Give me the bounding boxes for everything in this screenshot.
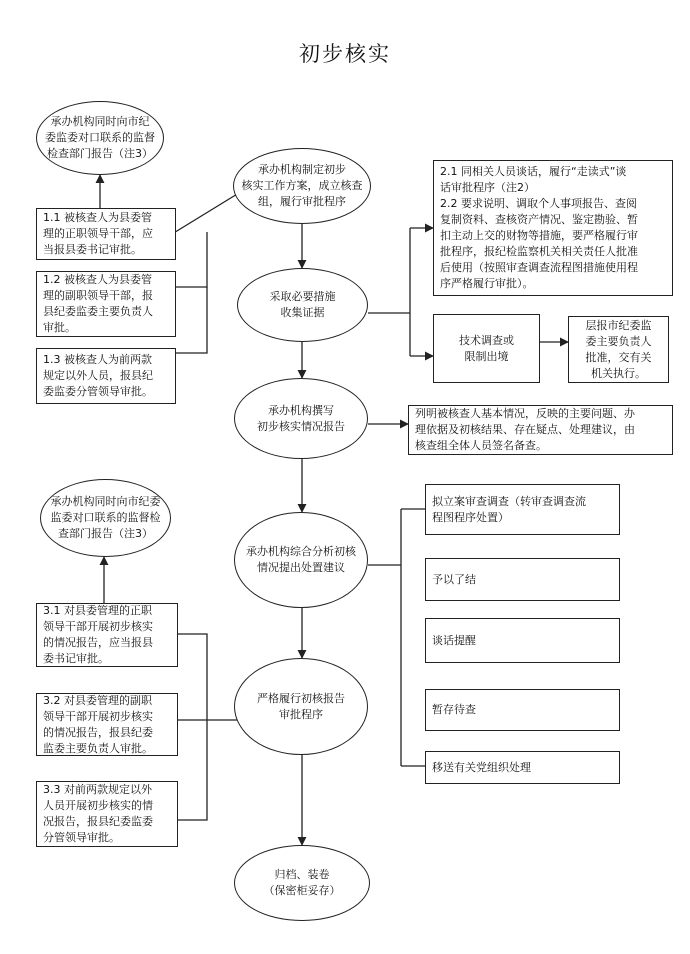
node-text: 1.3 被核查人为前两款 规定以外人员，报县纪 委监委分管领导审批。 <box>43 353 153 398</box>
option-transfer <box>425 751 620 784</box>
node-text: 拟立案审查调查（转审查调查流 程图程序处置） <box>432 494 586 524</box>
node-text: 2.1 同相关人员谈话，履行“走读式”谈 话审批程序（注2） 2.2 要求说明、调取个人事项报告、查阅 复制资料、查核资产情况、鉴定勘验、暂 扣主动上交的财物等措施，要严格履行审 批程序，报纪检监察机关相关责任人批准 后使用（按照审查调查流程图措施使用程 序严格履行审批）。 <box>440 165 638 290</box>
approval-rule-3-2 <box>36 693 178 756</box>
node-text: 移送有关党组织处理 <box>432 760 531 774</box>
report-to-city-supervision-lower <box>40 479 171 557</box>
approval-rule-3-3 <box>36 781 178 847</box>
approval-rule-1-3 <box>36 348 176 404</box>
city-approval-box <box>568 316 669 383</box>
node-text: 承办机构撰写 初步核实情况报告 <box>257 403 345 433</box>
node-text: 技术调查或 限制出境 <box>459 333 514 363</box>
option-pending <box>425 689 620 731</box>
page-title: 初步核实 <box>299 42 391 66</box>
archive-node <box>234 845 370 921</box>
node-text: 层报市纪委监 委主要负责人 批准，交有关 机关执行。 <box>585 318 652 380</box>
report-to-city-supervision-upper <box>36 101 164 175</box>
option-warning-talk <box>425 618 620 663</box>
report-contents-box <box>408 405 673 455</box>
node-text: 采取必要措施 收集证据 <box>269 290 336 319</box>
technical-investigation-box <box>433 314 540 383</box>
measures-detail-box <box>433 160 673 296</box>
approval-rule-1-2 <box>36 271 176 337</box>
node-text: 承办机构同时向市纪委 监委对口联系的监督检 查部门报告（注3） <box>50 495 161 540</box>
analyze-node <box>234 512 368 608</box>
node-text: 1.1 被核查人为县委管 理的正职领导干部，应 当报县委书记审批。 <box>43 211 153 256</box>
node-text: 列明被核查人基本情况，反映的主要问题、办 理依据及初核结果、存在疑点、处理建议，由 核查组全体人员签名备查。 <box>415 407 635 452</box>
node-text: 暂存待查 <box>432 703 476 716</box>
node-text: 承办机构制定初步 核实工作方案，成立核查 组，履行审批程序 <box>241 163 363 208</box>
node-text: 3.2 对县委管理的副职 领导干部开展初步核实 的情况报告，报县纪委 监委主要负责人审批。 <box>43 693 153 755</box>
collect-evidence-node <box>237 268 368 342</box>
node-text: 3.3 对前两款规定以外 人员开展初步核实的情 况报告，报县纪委监委 分管领导审批。 <box>43 783 153 844</box>
option-file-case <box>425 484 620 535</box>
node-text: 谈话提醒 <box>432 633 476 647</box>
node-text: 归档、装卷 （保密柜妥存） <box>263 868 341 897</box>
node-text: 予以了结 <box>432 572 476 586</box>
node-text: 1.2 被核查人为县委管 理的副职领导干部，报 县纪委监委主要负责人 审批。 <box>43 273 153 334</box>
approval-rule-3-1 <box>36 603 178 667</box>
node-text: 承办机构综合分析初核 情况提出处置建议 <box>246 545 356 574</box>
approval-rule-1-1 <box>36 208 176 260</box>
node-text: 承办机构同时向市纪 委监委对口联系的监督 检查部门报告（注3） <box>45 115 155 160</box>
report-approval-node <box>234 658 368 755</box>
option-close <box>425 558 620 601</box>
write-report-node <box>234 378 368 459</box>
node-text: 严格履行初核报告 审批程序 <box>257 691 345 721</box>
make-plan-node <box>233 148 371 224</box>
node-text: 3.1 对县委管理的正职 领导干部开展初步核实 的情况报告，应当报县 委书记审批。 <box>43 604 153 665</box>
